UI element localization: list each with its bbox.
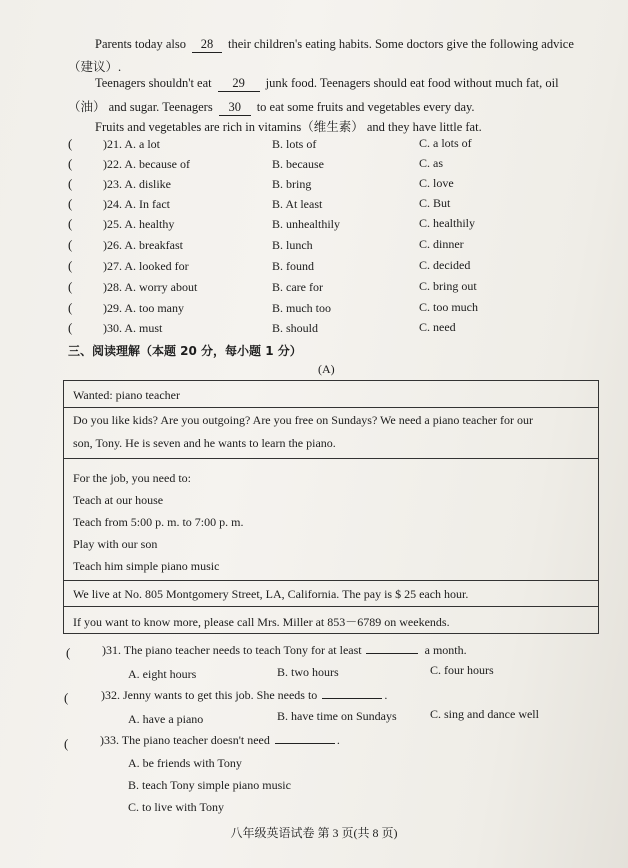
blank: [275, 743, 335, 744]
question-32-stem: [101, 688, 387, 703]
question-26-option-b: B. lunch: [272, 238, 313, 252]
question-24-option-a: )24. A. In fact: [103, 197, 170, 211]
question-24-option-b: B. At least: [272, 197, 323, 211]
passage-line-1: [95, 37, 574, 53]
text: Teenagers shouldn't eat: [95, 76, 212, 90]
text: a month.: [424, 643, 467, 657]
question-25-option-a: )25. A. healthy: [103, 217, 175, 231]
ad-address-row: [64, 581, 598, 607]
blank-28: 28: [192, 37, 222, 53]
ad-title: Wanted: piano teacher: [73, 388, 180, 402]
question-29-option-a: )29. A. too many: [103, 301, 184, 315]
ad-job-item-4: Teach him simple piano music: [73, 559, 220, 573]
text: )33. The piano teacher doesn't need: [100, 733, 270, 747]
ad-intro-line-1: Do you like kids? Are you outgoing? Are you free on Sundays? We need a piano teacher for our: [73, 413, 534, 427]
answer-paren[interactable]: (: [68, 136, 73, 151]
passage-label: (A): [318, 362, 335, 376]
question-21-option-b: B. lots of: [272, 137, 317, 151]
question-30-option-b: B. should: [272, 321, 319, 335]
text: Parents today also: [95, 37, 186, 51]
answer-paren[interactable]: (: [68, 156, 73, 171]
answer-paren[interactable]: (: [68, 196, 73, 211]
blank: [366, 653, 418, 654]
question-21-option-c: C. a lots of: [419, 136, 472, 150]
question-25-option-b: B. unhealthily: [272, 217, 340, 231]
question-26-option-a: )26. A. breakfast: [103, 238, 183, 252]
option-a: A. have a piano: [128, 712, 204, 726]
text: to eat some fruits and vegetables every day.: [256, 100, 475, 114]
option-c: C. four hours: [430, 663, 494, 677]
answer-paren[interactable]: (: [68, 320, 73, 335]
question-22-option-c: C. as: [419, 156, 443, 170]
passage-line-3: [95, 76, 559, 92]
option-b: B. have time on Sundays: [277, 709, 397, 723]
blank-29: 29: [218, 76, 260, 92]
text: （油） and sugar. Teenagers: [68, 100, 213, 114]
ad-intro-row: [64, 408, 598, 459]
text: .: [336, 733, 340, 747]
ad-title-row: [64, 381, 598, 408]
question-28-option-a: )28. A. worry about: [103, 280, 198, 294]
question-23-option-b: B. bring: [272, 177, 312, 191]
question-30-option-a: )30. A. must: [103, 321, 163, 335]
option-b: B. two hours: [277, 665, 339, 679]
ad-contact-row: [64, 607, 598, 634]
text: )32. Jenny wants to get this job. She needs to: [101, 688, 318, 702]
question-28-option-b: B. care for: [272, 280, 323, 294]
blank: [322, 698, 382, 699]
answer-paren[interactable]: (: [68, 279, 73, 294]
ad-box: [63, 380, 599, 634]
passage-line-4: [68, 97, 475, 116]
passage-line-5: Fruits and vegetables are rich in vitamins（维生素） and they have little fat.: [95, 120, 482, 134]
ad-job-item-2: Teach from 5:00 p. m. to 7:00 p. m.: [73, 515, 244, 529]
question-29-option-b: B. much too: [272, 301, 331, 315]
ad-job-row: [64, 459, 598, 581]
answer-paren[interactable]: (: [68, 237, 73, 252]
ad-job-item-3: Play with our son: [73, 537, 158, 551]
ad-contact: If you want to know more, please call Mrs. Miller at 853－6789 on weekends.: [73, 615, 450, 629]
question-22-option-a: )22. A. because of: [103, 157, 190, 171]
page-footer: 八年级英语试卷 第 3 页(共 8 页): [230, 826, 398, 840]
question-26-option-c: C. dinner: [419, 237, 464, 251]
question-33-stem: [100, 733, 340, 748]
answer-paren[interactable]: (: [64, 736, 69, 751]
question-28-option-c: C. bring out: [419, 279, 477, 293]
answer-paren[interactable]: (: [68, 300, 73, 315]
question-30-option-c: C. need: [419, 320, 456, 334]
answer-paren[interactable]: (: [66, 645, 71, 660]
question-31-stem: [102, 643, 467, 658]
question-27-option-a: )27. A. looked for: [103, 259, 189, 273]
text: junk food. Teenagers should eat food without much fat, oil: [265, 76, 559, 90]
text: their children's eating habits. Some doctors give the following advice: [227, 37, 574, 51]
option-b: B. teach Tony simple piano music: [128, 778, 291, 792]
question-24-option-c: C. But: [419, 196, 451, 210]
question-22-option-b: B. because: [272, 157, 324, 171]
ad-job-need: For the job, you need to:: [73, 471, 191, 485]
answer-paren[interactable]: (: [68, 176, 73, 191]
answer-paren[interactable]: (: [68, 258, 73, 273]
question-29-option-c: C. too much: [419, 300, 478, 314]
question-23-option-c: C. love: [419, 176, 454, 190]
answer-paren[interactable]: (: [64, 690, 69, 705]
option-a: A. be friends with Tony: [128, 756, 242, 770]
option-c: C. sing and dance well: [430, 707, 539, 721]
text: )31. The piano teacher needs to teach Tony for at least: [102, 643, 362, 657]
text: .: [384, 688, 388, 702]
option-c: C. to live with Tony: [128, 800, 224, 814]
section-title: 三、阅读理解（本题 20 分，每小题 1 分）: [68, 344, 302, 358]
question-21-option-a: )21. A. a lot: [103, 137, 160, 151]
ad-job-item-1: Teach at our house: [73, 493, 164, 507]
answer-paren[interactable]: (: [68, 216, 73, 231]
question-23-option-a: )23. A. dislike: [103, 177, 171, 191]
ad-address: We live at No. 805 Montgomery Street, LA, California. The pay is $ 25 each hour.: [73, 587, 469, 601]
passage-line-2: （建议）.: [68, 60, 122, 74]
question-25-option-c: C. healthily: [419, 216, 475, 230]
option-a: A. eight hours: [128, 667, 197, 681]
question-27-option-c: C. decided: [419, 258, 471, 272]
blank-30: 30: [219, 100, 251, 116]
ad-intro-line-2: son, Tony. He is seven and he wants to learn the piano.: [73, 436, 336, 450]
question-27-option-b: B. found: [272, 259, 314, 273]
